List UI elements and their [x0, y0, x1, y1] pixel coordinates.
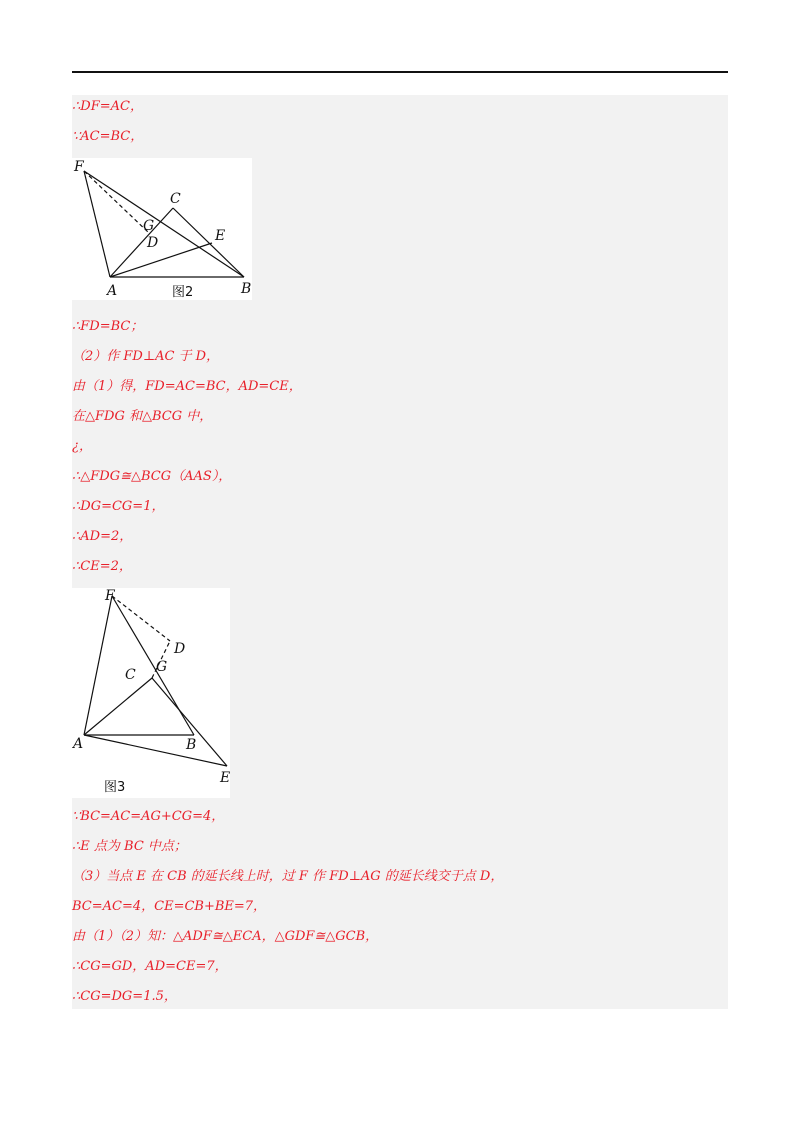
segment-FA [84, 171, 110, 277]
figure-3-diagram [72, 588, 230, 798]
text-line: ∴CG=DG=1.5， [72, 989, 177, 1004]
text-line: ∵AC=BC， [72, 129, 144, 144]
dashed-FD [84, 171, 149, 233]
figure-3-caption: 图3 [104, 780, 126, 795]
label-E: E [220, 770, 230, 786]
label-F: F [105, 588, 115, 604]
figure-2-caption: 图2 [172, 285, 194, 300]
text-line: ∴△FDG≅△BCG（AAS）， [72, 469, 232, 484]
text-line: ∵BC=AC=AG+CG=4， [72, 809, 225, 824]
text-line: （2）作 FD⊥AC 于 D， [72, 349, 220, 364]
label-E: E [215, 228, 226, 244]
text-line: ∴DF=AC， [72, 99, 143, 114]
label-D: D [147, 235, 159, 251]
dashed-FD [112, 596, 170, 641]
text-line: ∴E 点为 BC 中点； [72, 839, 187, 854]
figure-2-diagram [72, 158, 252, 300]
figure-2 [72, 158, 252, 300]
label-G: G [143, 218, 155, 234]
segment-FB [84, 171, 244, 277]
text-line: ¿， [72, 439, 92, 454]
label-B: B [186, 737, 197, 753]
header-rule [72, 71, 728, 73]
figure-3 [72, 588, 230, 798]
text-line: BC=AC=4，CE=CB+BE=7， [72, 899, 267, 914]
text-line: ∴FD=BC； [72, 319, 144, 334]
text-line: ∴AD=2， [72, 529, 133, 544]
text-line: 由（1）得，FD=AC=BC，AD=CE， [72, 379, 302, 394]
text-line: 在△FDG 和△BCG 中， [72, 409, 213, 424]
segment-AE [84, 735, 227, 766]
segment-FB [112, 596, 194, 735]
text-line: ∴CG=GD，AD=CE=7， [72, 959, 228, 974]
text-line: ∴DG=CG=1， [72, 499, 165, 514]
text-line: 由（1）（2）知：△ADF≅△ECA，△GDF≅△GCB， [72, 929, 379, 944]
label-G: G [156, 659, 168, 675]
label-A: A [73, 736, 84, 752]
label-D: D [174, 641, 186, 657]
segment-CB [173, 208, 244, 277]
label-C: C [125, 667, 136, 683]
text-line: ∴CE=2， [72, 559, 132, 574]
text-line: （3）当点 E 在 CB 的延长线上时，过 F 作 FD⊥AG 的延长线交于点 D， [72, 869, 504, 884]
label-F: F [74, 159, 84, 175]
label-B: B [241, 281, 252, 297]
label-C: C [170, 191, 181, 207]
segment-FA [84, 596, 112, 735]
label-A: A [107, 283, 118, 299]
